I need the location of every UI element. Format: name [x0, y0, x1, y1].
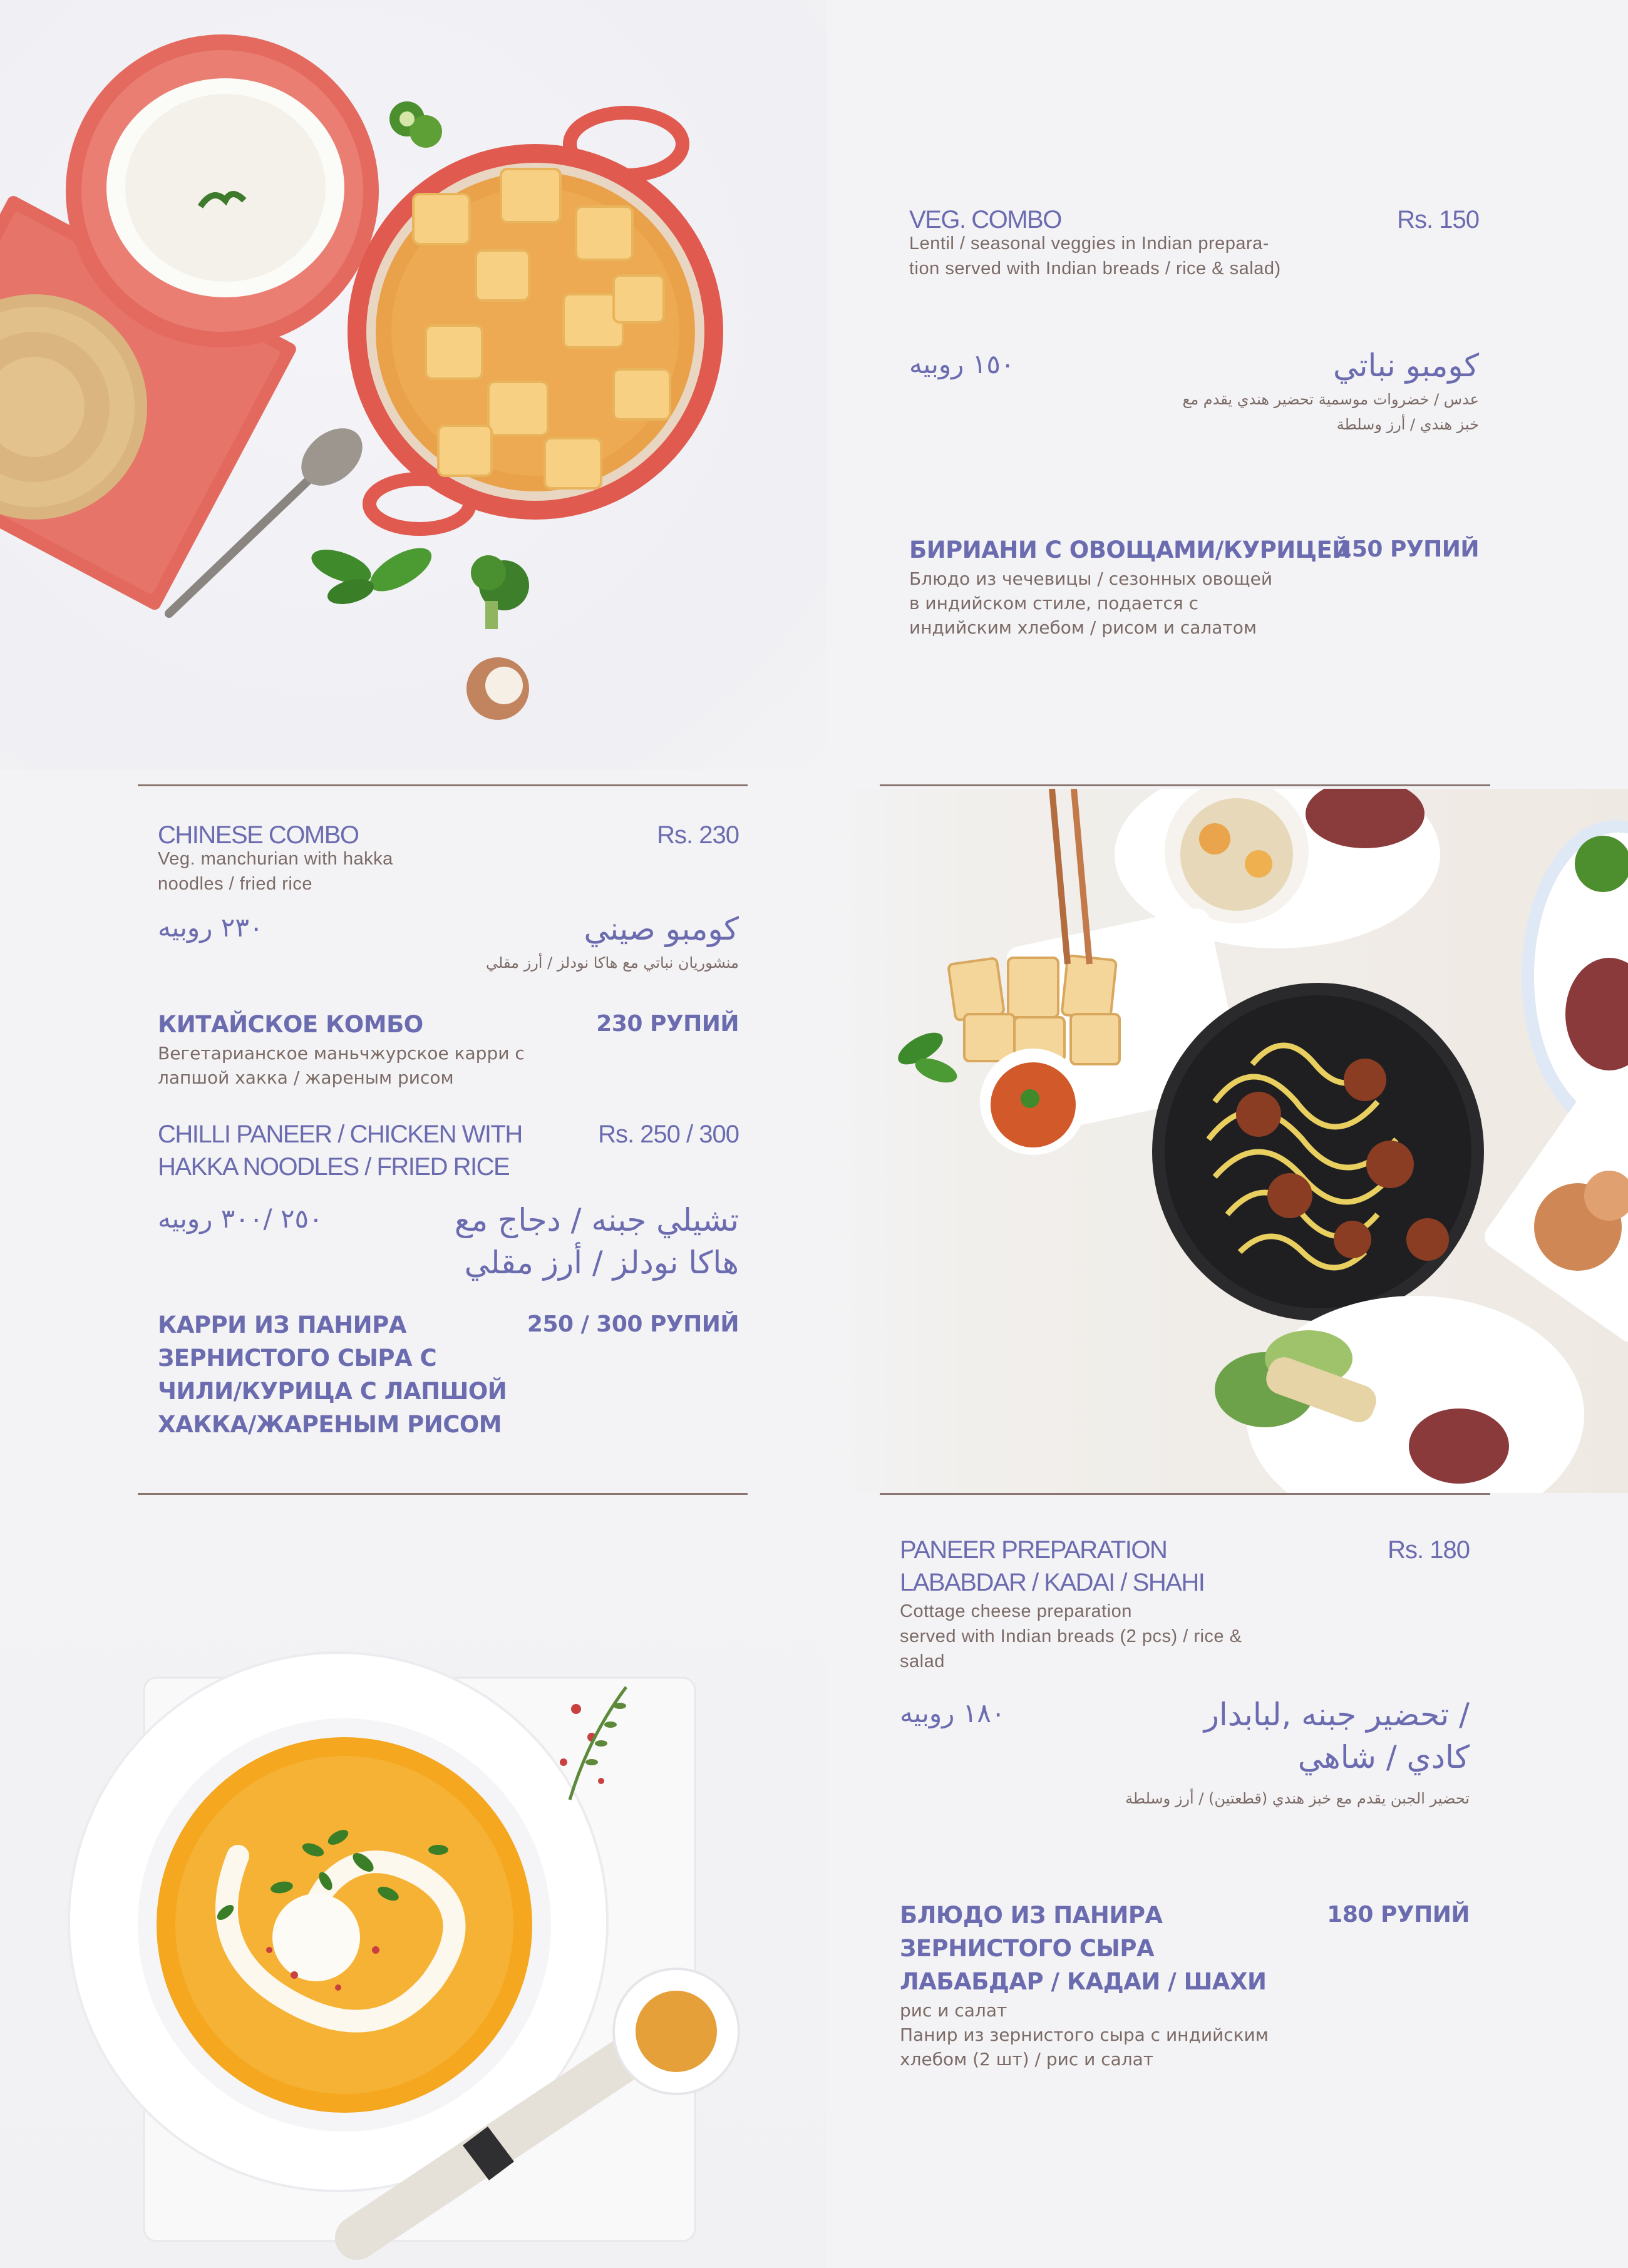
divider-left-bottom	[138, 1493, 748, 1495]
item-title-ru: БЛЮДО ИЗ ПАНИРА ЗЕРНИСТОГО СЫРА ЛАБАБДАР / КАДАИ / ШАХИ	[900, 1902, 1267, 1995]
menu-item-paneer-preparation	[900, 1534, 1470, 1674]
menu-item-veg-combo-ar	[909, 344, 1479, 437]
menu-item-veg-combo-ru	[909, 533, 1479, 640]
paneer-curry-rice-paratha-photo	[0, 0, 827, 770]
food-illustration	[0, 0, 827, 770]
item-desc-en: Veg. manchurian with hakka noodles / fried rice	[158, 849, 393, 894]
item-desc-ar: تحضير الجبن يقدم مع خبز هندي (قطعتين) / أرز وسلطة	[1125, 1790, 1470, 1807]
item-price-ar: ٢٣٠ روبيه	[158, 912, 264, 943]
item-title-en: PANEER PREPARATION LABABDAR / KADAI / SHAHI	[900, 1536, 1205, 1596]
item-title-ar: كومبو صيني	[584, 911, 739, 947]
item-title-en: CHINESE COMBO	[158, 821, 359, 849]
pumpkin-soup-photo	[0, 1499, 827, 2268]
divider-left-top	[138, 784, 748, 786]
menu-item-chilli-paneer-ru	[158, 1308, 739, 1441]
item-price-ar: ١٥٠ روبيه	[909, 349, 1015, 379]
item-price-ar: ٢٥٠ /٣٠٠ روبيه	[158, 1203, 323, 1234]
divider-right-top	[880, 784, 1490, 786]
item-title-ru: КАРРИ ИЗ ПАНИРА ЗЕРНИСТОГО СЫРА С ЧИЛИ/КУРИЦА С ЛАПШОЙ ХАККА/ЖАРЕНЫМ РИСОМ	[158, 1311, 507, 1438]
menu-item-paneer-preparation-ru	[900, 1899, 1470, 2071]
menu-item-chilli-paneer	[158, 1118, 739, 1183]
item-price-ru: 150 РУПИЙ	[1336, 536, 1479, 562]
menu-item-chilli-paneer-ar	[158, 1199, 739, 1284]
item-title-en: VEG. COMBO	[909, 206, 1061, 233]
item-desc-ru: Блюдо из чечевицы / сезонных овощей в индийском стиле, подается с индийским хлебом / рисом и салатом	[909, 568, 1273, 638]
menu-item-chinese-combo	[158, 819, 739, 896]
item-title-ru: БИРИАНИ С ОВОЩАМИ/КУРИЦЕЙ	[909, 536, 1351, 563]
menu-item-veg-combo	[909, 203, 1479, 281]
item-title-en: CHILLI PANEER / CHICKEN WITH HAKKA NOODLES / FRIED RICE	[158, 1121, 522, 1181]
menu-item-chinese-combo-ar	[158, 908, 739, 975]
item-desc-en: Cottage cheese preparation served with Indian breads (2 pcs) / rice & salad	[900, 1601, 1242, 1671]
item-desc-en: Lentil / seasonal veggies in Indian prepara- tion served with Indian breads / rice & salad)	[909, 233, 1281, 279]
item-price-en: Rs. 180	[1388, 1536, 1470, 1564]
item-desc-ar: عدس / خضروات موسمية تحضير هندي يقدم مع خبز هندي / أرز وسلطة	[1182, 391, 1479, 433]
item-desc-ru: Вегетарианское маньчжурское карри с лапшой хакка / жареным рисом	[158, 1043, 525, 1088]
item-title-ar: / تحضير جبنه ,لبابدار كادي / شاهي	[1203, 1696, 1470, 1775]
item-desc-ru: рис и салат Панир из зернистого сыра с индийским хлебом (2 шт) / рис и салат	[900, 2000, 1269, 2070]
item-price-ar: ١٨٠ روبيه	[900, 1698, 1006, 1728]
food-illustration	[827, 789, 1628, 1493]
item-title-ar: كومبو نباتي	[1332, 347, 1479, 384]
item-title-ru: КИТАЙСКОЕ КОМБО	[158, 1011, 423, 1038]
divider-right-bottom	[880, 1493, 1490, 1495]
item-price-ru: 180 РУПИЙ	[1327, 1902, 1470, 1927]
item-desc-ar: منشوريان نباتي مع هاكا نودلز / أرز مقلي	[486, 954, 739, 972]
item-price-en: Rs. 150	[1397, 206, 1479, 233]
item-price-ru: 230 РУПИЙ	[596, 1011, 739, 1037]
item-price-ru: 250 / 300 РУПИЙ	[527, 1311, 739, 1337]
item-title-ar: تشيلي جبنه / دجاج مع هاكا نودلز / أرز مقلي	[454, 1202, 739, 1281]
menu-item-chinese-combo-ru	[158, 1008, 739, 1090]
item-price-en: Rs. 230	[657, 821, 739, 849]
item-price-en: Rs. 250 / 300	[598, 1121, 739, 1148]
food-illustration	[0, 1499, 827, 2268]
chinese-noodles-spread-photo	[827, 789, 1628, 1493]
menu-item-paneer-preparation-ar	[900, 1693, 1470, 1811]
